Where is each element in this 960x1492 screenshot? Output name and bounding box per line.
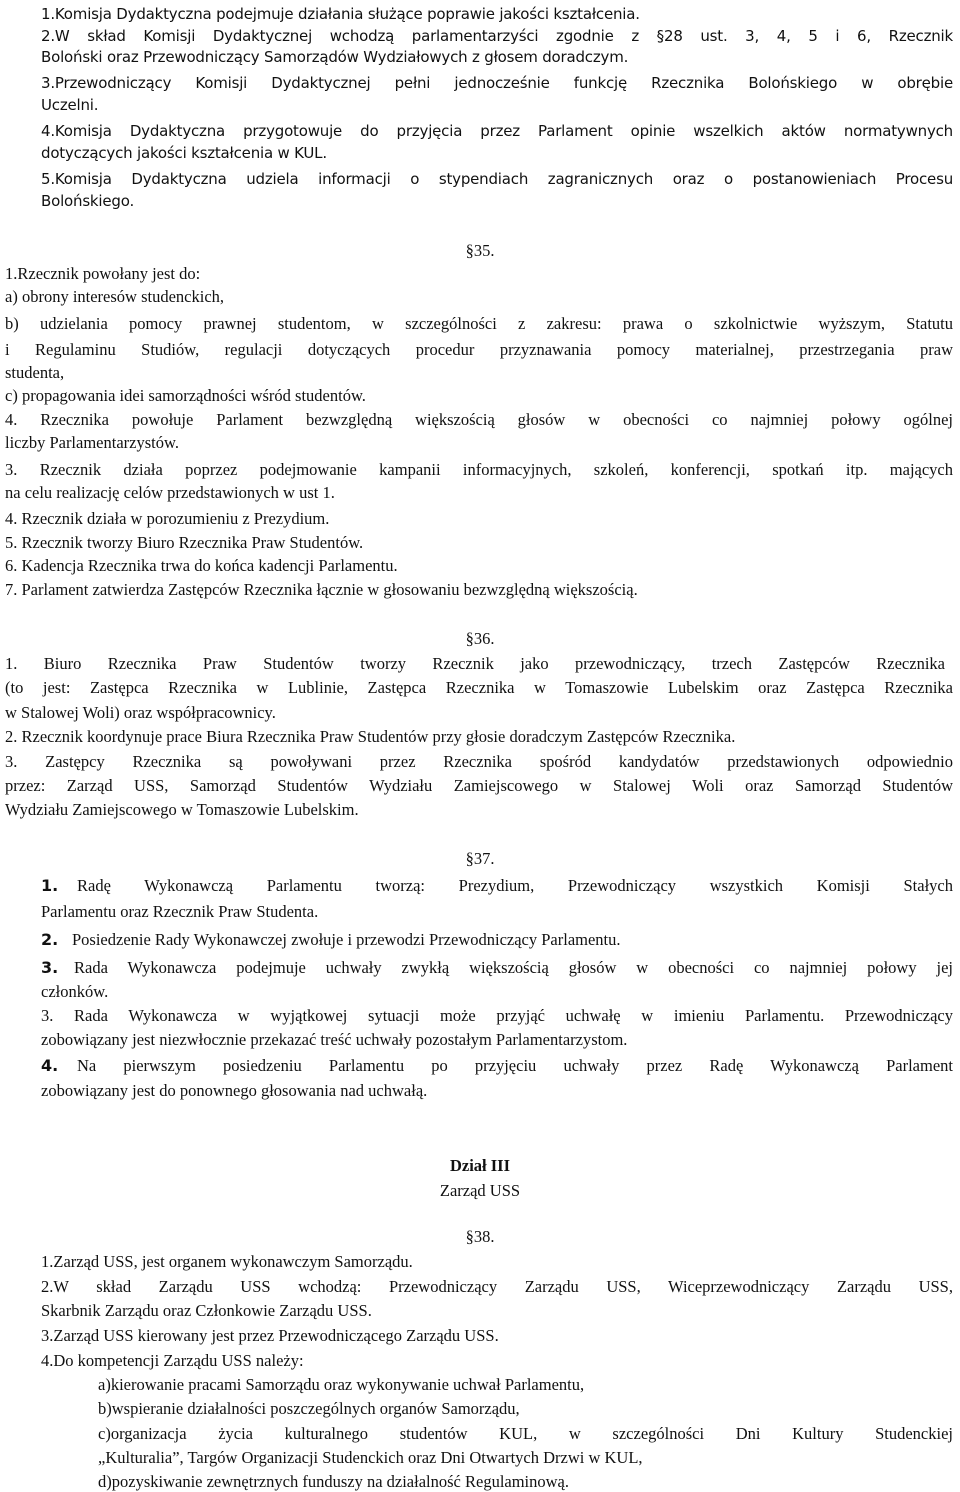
paragraph-line: na celu realizację celów przedstawionych w ust 1. (5, 483, 335, 502)
paragraph-line: zobowiązany jest niezwłocznie przekazać treść uchwały pozostałym Parlamentarzystom. (41, 1030, 628, 1049)
list-number: 2. (41, 930, 59, 949)
list-item: a)kierowanie pracami Samorządu oraz wykonywanie uchwał Parlamentu, (98, 1375, 585, 1394)
paragraph-line: członków. (41, 982, 109, 1001)
paragraph-line: 1.Komisja Dydaktyczna podejmuje działania służące poprawie jakości kształcenia. (41, 5, 640, 23)
paragraph-line: 3. Rzecznik działa poprzez podejmowanie kampanii informacyjnych, szkoleń, konferencji, spotkań itp. mających (5, 460, 953, 479)
list-number: 4. (41, 1056, 59, 1075)
paragraph-line: Wydziału Zamiejscowego w Tomaszowie Lubelskim. (5, 800, 359, 819)
list-item: b)wspieranie działalności poszczególnych organów Samorządu, (98, 1399, 520, 1418)
paragraph-line: liczby Parlamentarzystów. (5, 433, 179, 452)
paragraph-line: 4.Komisja Dydaktyczna przygotowuje do przyjęcia przez Parlament opinie wszelkich aktów normatywnych (41, 122, 953, 140)
section-heading: §35. (465, 241, 495, 260)
paragraph-line: 2. Rzecznik koordynuje prace Biura Rzecznika Praw Studentów przy głosie doradczym Zastępców Rzecznika. (5, 727, 736, 746)
paragraph-line: w Stalowej Woli) oraz współpracownicy. (5, 703, 276, 722)
paragraph-line: Posiedzenie Rady Wykonawczej zwołuje i przewodzi Przewodniczący Parlamentu. (72, 930, 621, 949)
paragraph-line: 5.Komisja Dydaktyczna udziela informacji o stypendiach zagranicznych oraz o postanowieniach Procesu (41, 170, 953, 188)
paragraph-line: a) obrony interesów studenckich, (5, 287, 225, 306)
paragraph-line: b) udzielania pomocy prawnej studentom, w szczególności z zakresu: prawa o szkolnictwie wyższym, Statutu (5, 314, 953, 333)
paragraph-line: 3.Przewodniczący Komisji Dydaktycznej pełni jednocześnie funkcję Rzecznika Bolońskiego w obrębie (41, 74, 953, 92)
paragraph-line: zobowiązany jest do ponownego głosowania nad uchwałą. (41, 1081, 428, 1100)
paragraph-line: Bolońskiego. (41, 192, 135, 210)
paragraph-line: Na pierwszym posiedzeniu Parlamentu po przyjęciu uchwały przez Radę Wykonawczą Parlament (77, 1056, 953, 1075)
list-number: 3. (41, 958, 59, 977)
list-item: d)pozyskiwanie zewnętrznych funduszy na działalność Regulaminową. (98, 1472, 570, 1491)
list-number: 1. (41, 876, 59, 895)
paragraph-line: Radę Wykonawczą Parlamentu tworzą: Prezydium, Przewodniczący wszystkich Komisji Stałych (77, 876, 953, 895)
paragraph-line: 2.W skład Komisji Dydaktycznej wchodzą parlamentarzyści zgodnie z §28 ust. 3, 4, 5 i 6, Rzecznik (41, 27, 953, 45)
paragraph-line: 1.Rzecznik powołany jest do: (5, 264, 201, 283)
section-heading: §38. (465, 1227, 495, 1246)
paragraph-line: Uczelni. (41, 96, 99, 114)
paragraph-line: 3. Zastępcy Rzecznika są powoływani przez Rzecznika spośród kandydatów przedstawionych odpowiednio (5, 752, 953, 771)
paragraph-line: 1. Biuro Rzecznika Praw Studentów tworzy Rzecznik jako przewodniczący, trzech Zastępców Rzecznika (5, 654, 945, 673)
paragraph-line: 2.W skład Zarządu USS wchodzą: Przewodniczący Zarządu USS, Wiceprzewodniczący Zarządu USS, (41, 1277, 953, 1296)
paragraph-line: 1.Zarząd USS, jest organem wykonawczym Samorządu. (41, 1252, 413, 1271)
list-item: „Kulturalia”, Targów Organizacji Studenckich oraz Dni Otwartych Drzwi w KUL, (98, 1448, 643, 1467)
paragraph-line: 3. Rada Wykonawcza w wyjątkowej sytuacji może przyjąć uchwałę w imieniu Parlamentu. Przewodniczący (41, 1006, 953, 1025)
paragraph-line: 6. Kadencja Rzecznika trwa do końca kadencji Parlamentu. (5, 556, 398, 575)
paragraph-line: 3.Zarząd USS kierowany jest przez Przewodniczącego Zarządu USS. (41, 1326, 499, 1345)
chapter-title: Dział III (449, 1156, 511, 1175)
paragraph-line: (to jest: Zastępca Rzecznika w Lublinie, Zastępca Rzecznika w Tomaszowie Lubelskim oraz Zastępca Rzecznika (5, 678, 953, 697)
paragraph-line: 4.Do kompetencji Zarządu USS należy: (41, 1351, 304, 1370)
paragraph-line: przez: Zarząd USS, Samorząd Studentów Wydziału Zamiejscowego w Stalowej Woli oraz Samorząd Studentów (5, 776, 953, 795)
paragraph-line: Rada Wykonawcza podejmuje uchwały zwykłą większością głosów w obecności co najmniej połowy jej (74, 958, 953, 977)
paragraph-line: Skarbnik Zarządu oraz Członkowie Zarządu USS. (41, 1301, 372, 1320)
paragraph-line: 4. Rzecznik działa w porozumieniu z Prezydium. (5, 509, 330, 528)
paragraph-line: Parlamentu oraz Rzecznik Praw Studenta. (41, 902, 319, 921)
paragraph-line: c) propagowania idei samorządności wśród studentów. (5, 386, 366, 405)
paragraph-line: 5. Rzecznik tworzy Biuro Rzecznika Praw Studentów. (5, 533, 364, 552)
paragraph-line: Boloński oraz Przewodniczący Samorządów Wydziałowych z głosem doradczym. (41, 48, 629, 66)
list-item: c)organizacja życia kulturalnego studentów KUL, w szczególności Dni Kultury Studenckiej (98, 1424, 953, 1443)
paragraph-line: i Regulaminu Studiów, regulacji dotyczących procedur przyznawania pomocy materialnej, przestrzegania praw (5, 340, 953, 359)
paragraph-line: dotyczących jakości kształcenia w KUL. (41, 144, 327, 162)
section-heading: §37. (465, 849, 495, 868)
chapter-subtitle: Zarząd USS (439, 1181, 521, 1200)
section-heading: §36. (465, 629, 495, 648)
paragraph-line: 4. Rzecznika powołuje Parlament bezwzględną większością głosów w obecności co najmniej połowy ogólnej (5, 410, 953, 429)
paragraph-line: studenta, (5, 363, 65, 382)
paragraph-line: 7. Parlament zatwierdza Zastępców Rzecznika łącznie w głosowaniu bezwzględną większością. (5, 580, 638, 599)
